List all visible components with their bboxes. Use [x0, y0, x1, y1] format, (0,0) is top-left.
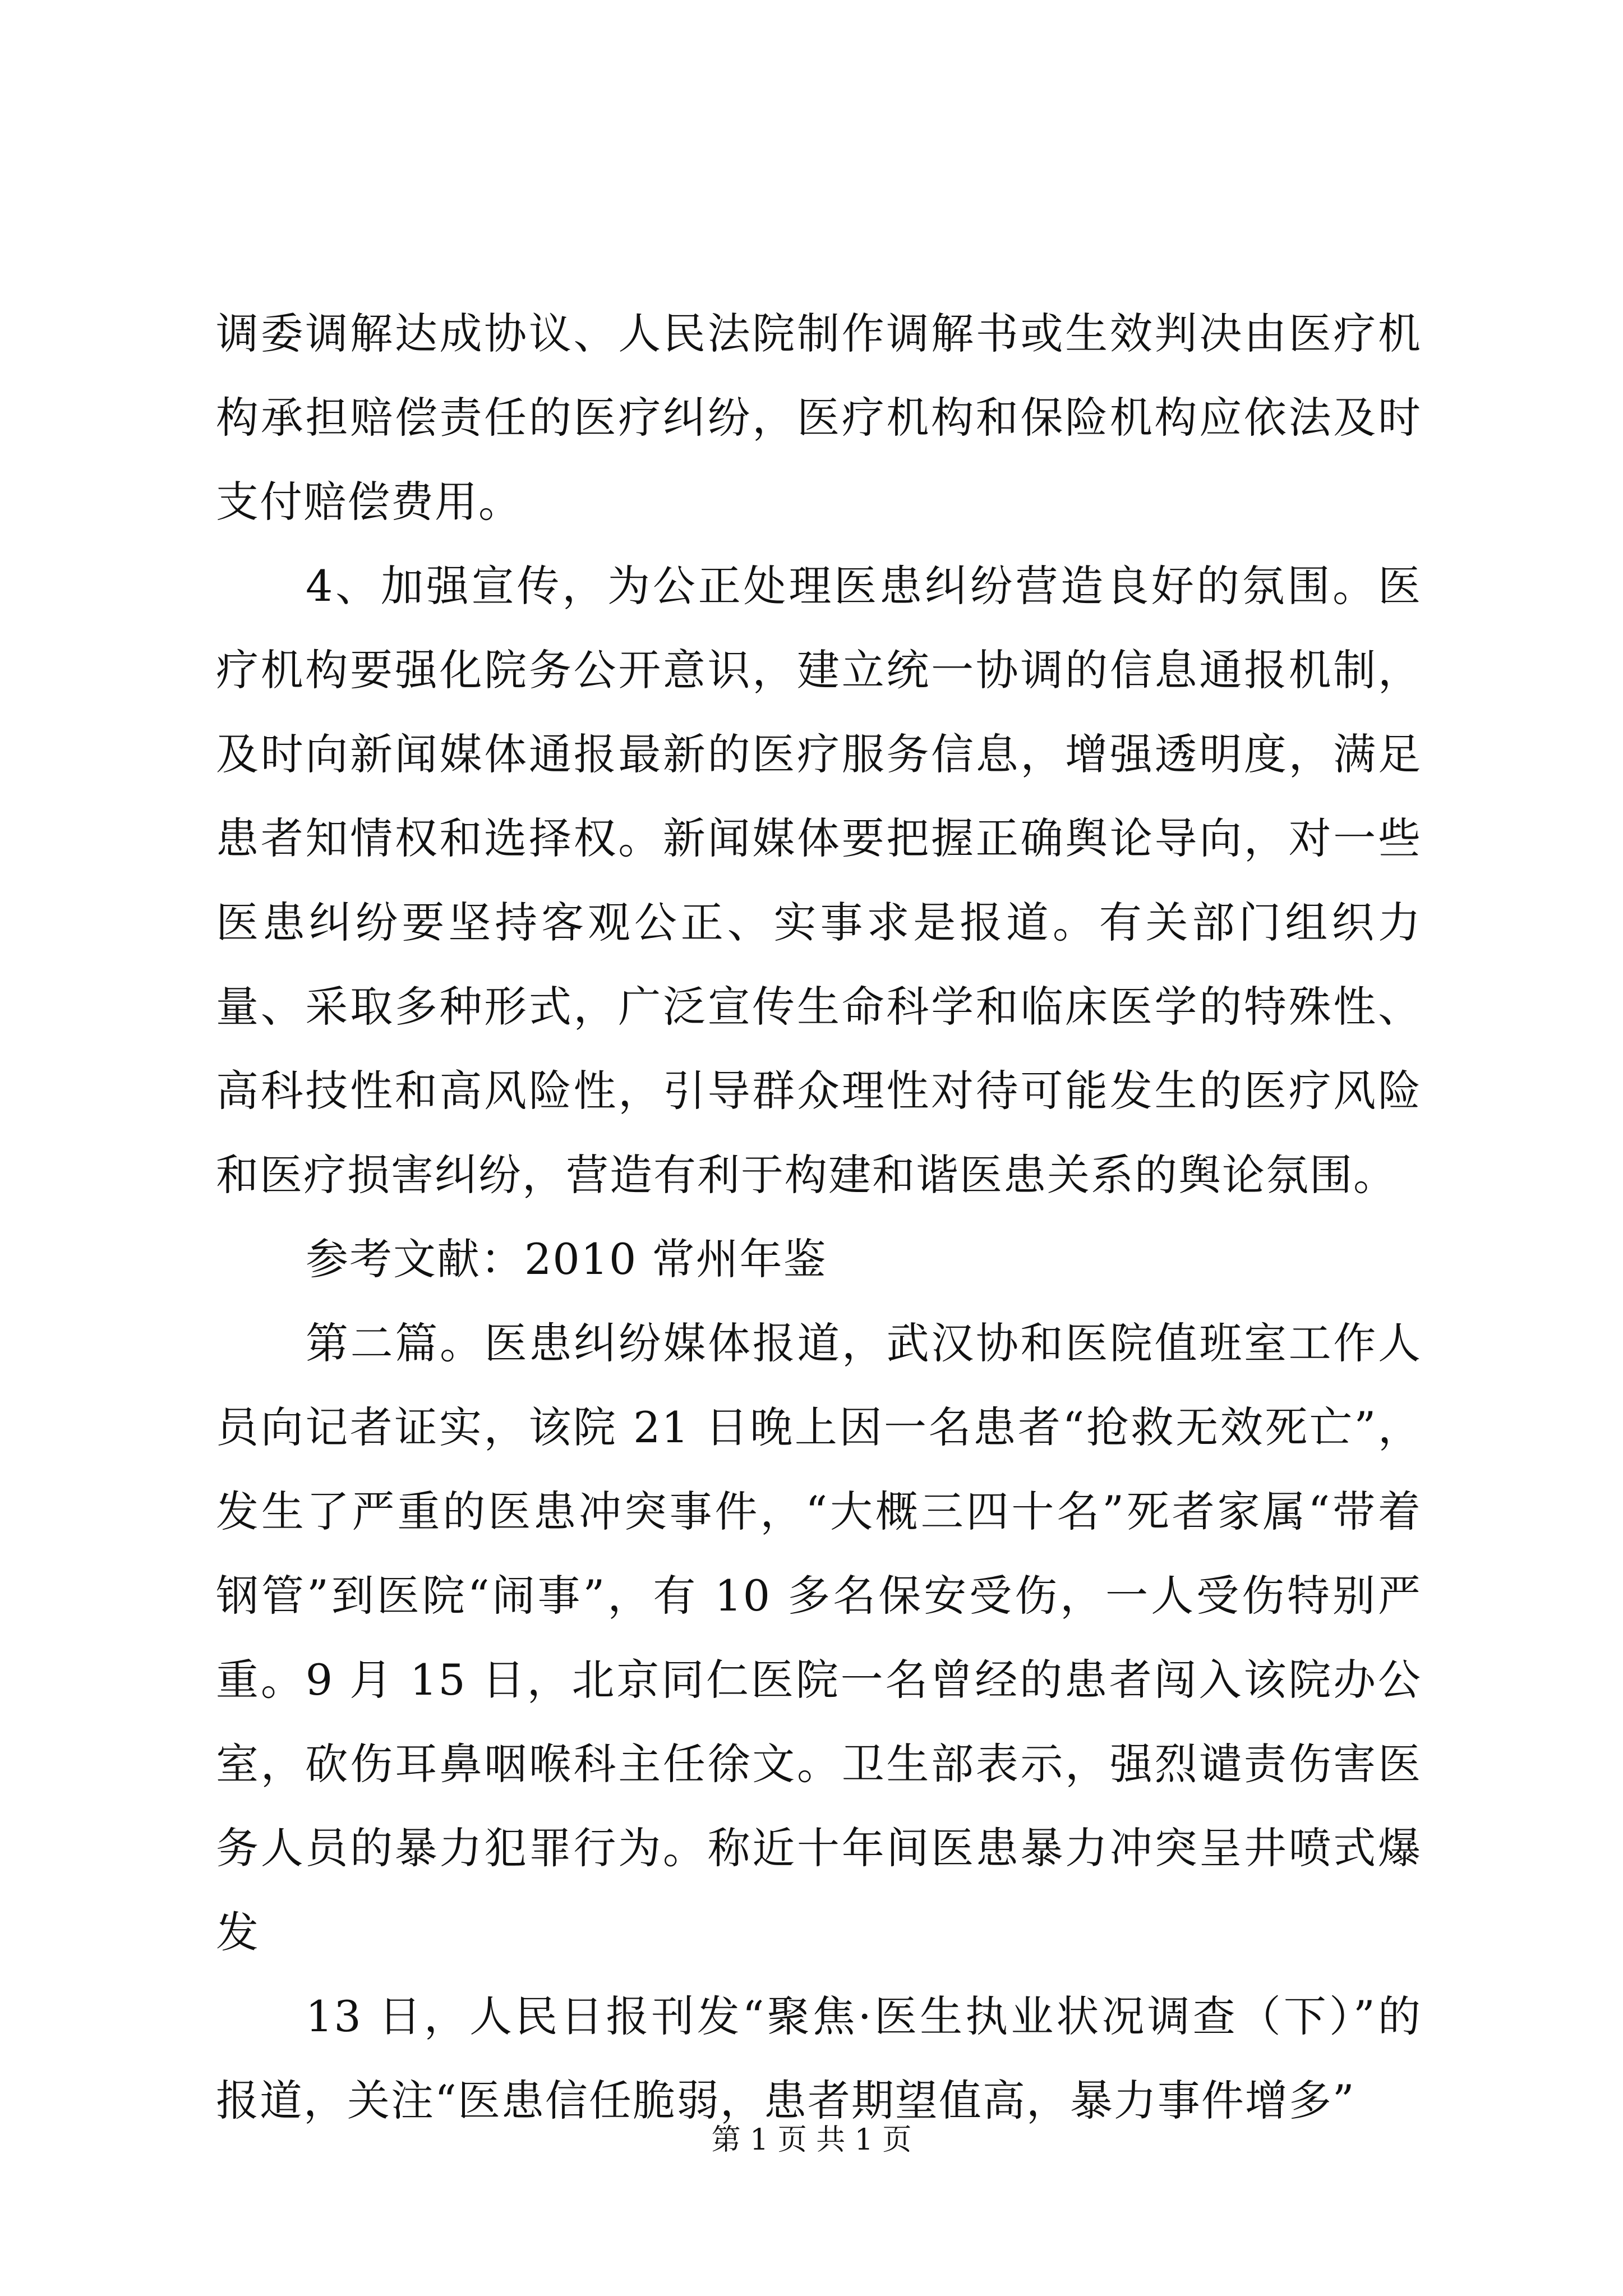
- paragraph-publicity: 4、加强宣传，为公正处理医患纠纷营造良好的氛围。医疗机构要强化院务公开意识，建立统一协调的信息通报机制，及时向新闻媒体通报最新的医疗服务信息，增强透明度，满足患者知情权和选择权。新闻媒体要把握正确舆论导向，对一些医患纠纷要坚持客观公正、实事求是报道。有关部门组织力量、采取多种形式，广泛宣传生命科学和临床医学的特殊性、高科技性和高风险性，引导群众理性对待可能发生的医疗风险和医疗损害纠纷，营造有利于构建和谐医患关系的舆论氛围。: [216, 561, 1422, 1200]
- paragraph-peoples-daily: 13 日，人民日报刊发“聚焦·医生执业状况调查（下）”的报道，关注“医患信任脆弱，患者期望值高，暴力事件增多”: [216, 1991, 1422, 2125]
- paragraph-part-two: 第二篇。医患纠纷媒体报道，武汉协和医院值班室工作人员向记者证实，该院 21 日晚上因一名患者“抢救无效死亡”，发生了严重的医患冲突事件，“大概三四十名”死者家属“带着钢管”到医院“闹事”，有 10 多名保安受伤，一人受伤特别严重。9 月 15 日，北京同仁医院一名曾经的患者闯入该院办公室，砍伤耳鼻咽喉科主任徐文。卫生部表示，强烈谴责伤害医务人员的暴力犯罪行为。称近十年间医患暴力冲突呈井喷式爆发: [216, 1318, 1422, 1957]
- page-footer: 第 1 页 共 1 页: [711, 2123, 912, 2157]
- paragraph-references: 参考文献：2010 常州年鉴: [306, 1234, 827, 1284]
- document-body: [216, 292, 1422, 2143]
- paragraph-continuation: 调委调解达成协议、人民法院制作调解书或生效判决由医疗机构承担赔偿责任的医疗纠纷，医疗机构和保险机构应依法及时支付赔偿费用。: [216, 309, 1422, 527]
